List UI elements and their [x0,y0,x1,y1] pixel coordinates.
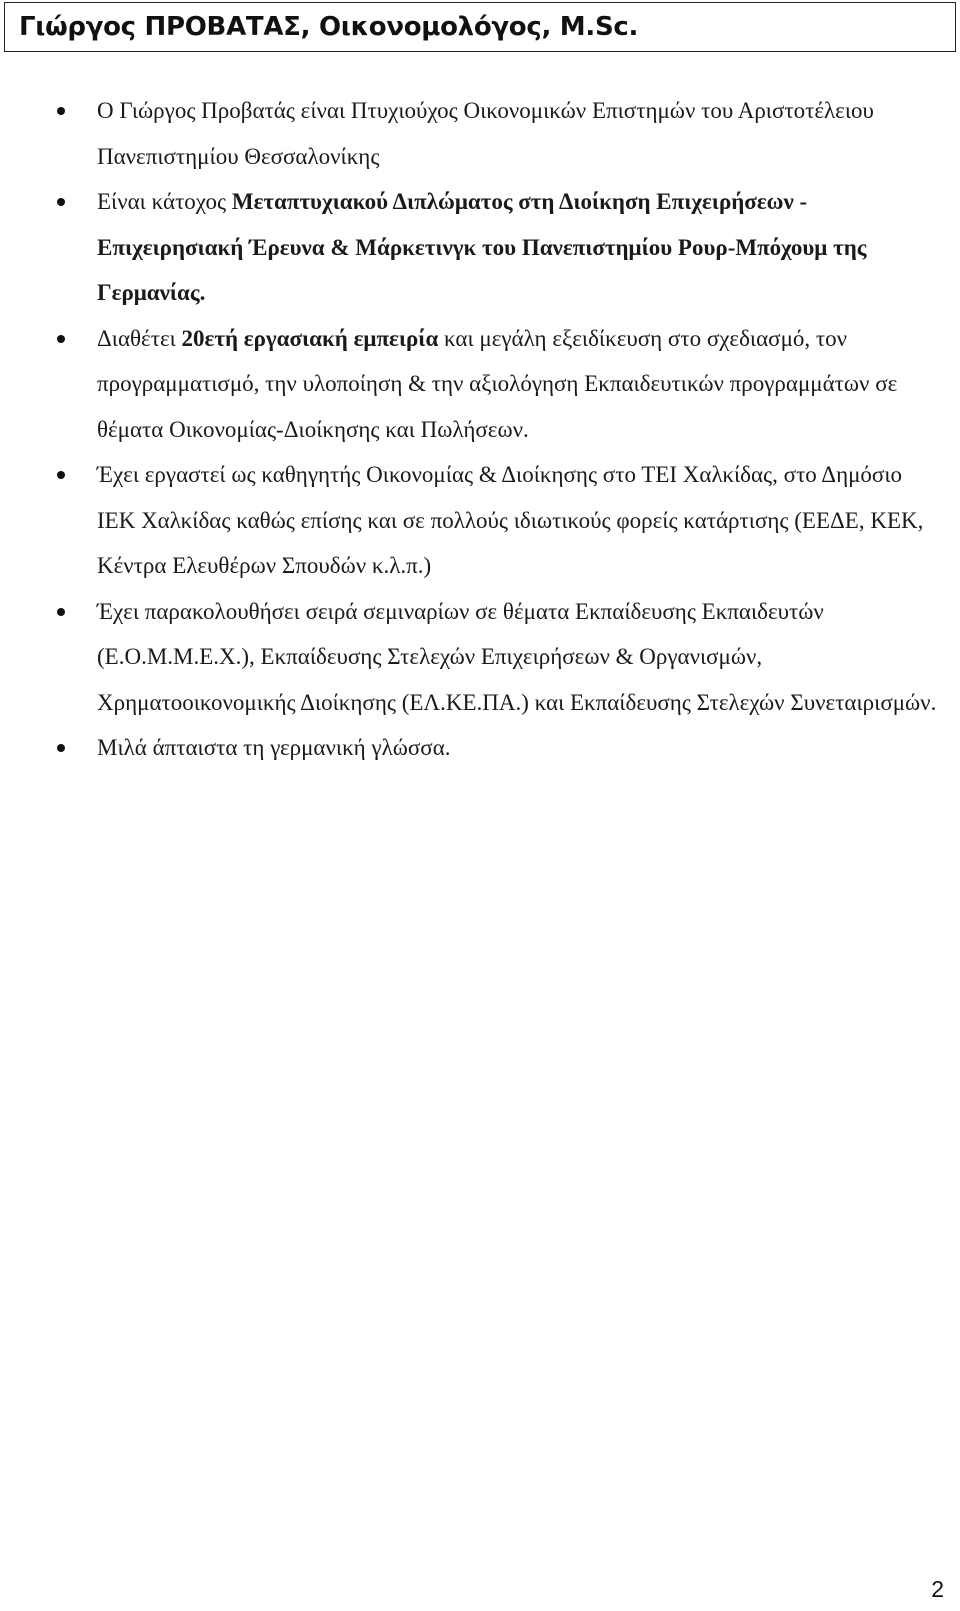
bullet-item-degree [0,88,960,179]
title-box [4,2,956,52]
bullet-text: Ο Γιώργος Προβατάς είναι Πτυχιούχος Οικονομικών Επιστημών του Αριστοτέλειου Πανεπιστημίου Θεσσαλονίκης [97,98,874,169]
bullet-text: Έχει παρακολουθήσει σειρά σεμιναρίων σε θέματα Εκπαίδευσης Εκπαιδευτών (Ε.Ο.Μ.Μ.Ε.Χ.), Εκπαίδευσης Στελεχών Επιχειρήσεων & Οργανισμών, Χρηματοοικονομικής Διοίκησης (ΕΛ.ΚΕ.ΠΑ.) και Εκπαίδευσης Στελεχών Συνεταιρισμών. [97,598,937,715]
bullet-text: Έχει εργαστεί ως καθηγητής Οικονομίας & Διοίκησης στο ΤΕΙ Χαλκίδας, στο Δημόσιο ΙΕΚ Χαλκίδας καθώς επίσης και σε πολλούς ιδιωτικούς φορείς κατάρτισης (ΕΕΔΕ, ΚΕΚ, Κέντρα Ελευθέρων Σπουδών κ.λ.π.) [97,462,924,578]
bullet-dot-icon [57,198,65,206]
bullet-item-language [0,725,960,771]
bullet-dot-icon [57,744,65,752]
bullet-text-bold: 20ετή εργασιακή εμπειρία [181,325,439,351]
bullet-dot-icon [57,608,65,616]
page-number: 2 [931,1576,944,1602]
bullet-item-experience [0,316,960,453]
bullet-text-prefix: Διαθέτει [97,325,182,351]
bullet-text-bold: Μεταπτυχιακού Διπλώματος στη Διοίκηση Επιχειρήσεων - Επιχειρησιακή Έρευνα & Μάρκετινγκ του Πανεπιστημίου Ρουρ-Μπόχουμ της Γερμανίας. [97,189,867,305]
bullet-item-masters [0,179,960,316]
bullet-dot-icon [57,107,65,115]
bullet-text-prefix: Είναι κάτοχος [97,189,232,214]
bullet-dot-icon [57,471,65,479]
bullet-text-suffix: και μεγάλη εξειδίκευση στο σχεδιασμό, τον προγραμματισμό, την υλοποίηση & την αξιολόγηση Εκπαιδευτικών προγραμμάτων σε θέματα Οικονομίας-Διοίκησης και Πωλήσεων. [97,325,898,442]
page-title: Γιώργος ΠΡΟΒΑΤΑΣ, Οικονομολόγος, M.Sc. [19,12,639,42]
bullet-item-seminars [0,589,960,726]
bullet-dot-icon [57,335,65,343]
bio-bullet-list [0,88,960,771]
bullet-item-teaching [0,452,960,589]
bullet-text: Μιλά άπταιστα τη γερμανική γλώσσα. [97,735,451,760]
